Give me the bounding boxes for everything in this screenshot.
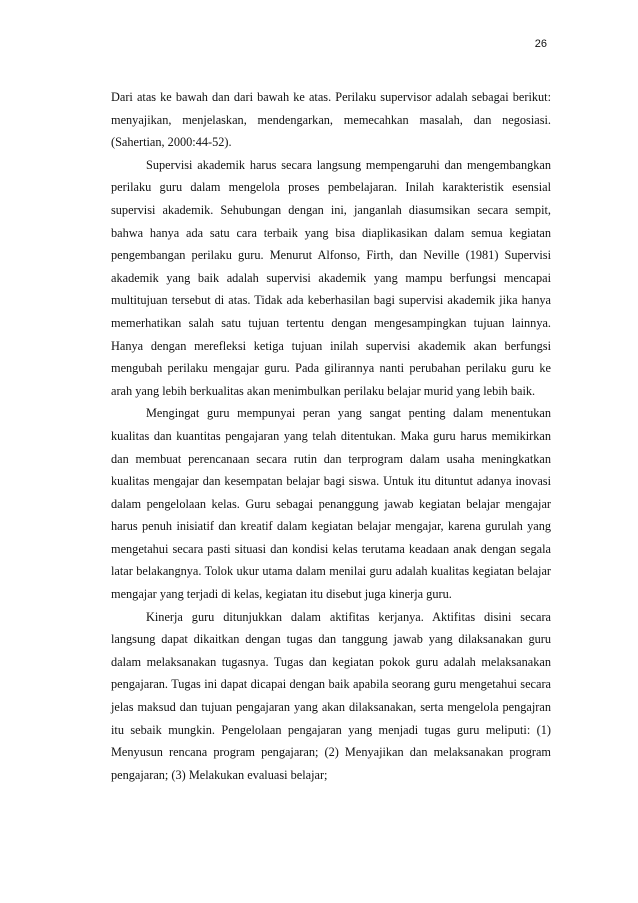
document-body <box>111 86 551 786</box>
paragraph-3: Mengingat guru mempunyai peran yang sangat penting dalam menentukan kualitas dan kuantitas pengajaran yang telah ditentukan. Maka guru harus memikirkan dan membuat perencanaan secara rutin dan terprogram dalam usaha meningkatkan kualitas mengajar dan kesempatan belajar bagi siswa. Untuk itu dituntut adanya inovasi dalam pengelolaan kelas. Guru sebagai penanggung jawab kegiatan belajar mengajar harus penuh inisiatif dan kreatif dalam kegiatan belajar mengajar, karena gurulah yang mengetahui secara pasti situasi dan kondisi kelas terutama keadaan anak dengan segala latar belakangnya. Tolok ukur utama dalam menilai guru adalah kualitas kegiatan belajar mengajar yang terjadi di kelas, kegiatan itu disebut juga kinerja guru. <box>111 406 551 602</box>
paragraph-2: Supervisi akademik harus secara langsung mempengaruhi dan mengembangkan perilaku guru dalam mengelola proses pembelajaran. Inilah karakteristik esensial supervisi akademik. Sehubungan dengan ini, janganlah diasumsikan secara sempit, bahwa hanya ada satu cara terbaik yang bisa diaplikasikan dalam semua kegiatan pengembangan perilaku guru. Menurut Alfonso, Firth, dan Neville (1981) Supervisi akademik yang baik adalah supervisi akademik yang mampu berfungsi mencapai multitujuan tersebut di atas. Tidak ada keberhasilan bagi supervisi akademik jika hanya memerhatikan salah satu tujuan tertentu dengan mengesampingkan tujuan lainnya. Hanya dengan merefleksi ketiga tujuan inilah supervisi akademik akan berfungsi mengubah perilaku mengajar guru. Pada gilirannya nanti perubahan perilaku guru ke arah yang lebih berkualitas akan menimbulkan perilaku belajar murid yang lebih baik. <box>111 157 551 398</box>
paragraph-1: Dari atas ke bawah dan dari bawah ke atas. Perilaku supervisor adalah sebagai berikut: menyajikan, menjelaskan, mendengarkan, memecahkan masalah, dan negosiasi. (Sahertian, 2000:44-52). <box>111 90 551 150</box>
page-number: 26 <box>534 38 547 50</box>
paragraph-4: Kinerja guru ditunjukkan dalam aktifitas kerjanya. Aktifitas disini secara langsung dapat dikaitkan dengan tugas dan tanggung jawab yang dilaksanakan guru dalam melaksanakan tugasnya. Tugas dan kegiatan pokok guru adalah melaksanakan pengajaran. Tugas ini dapat dicapai dengan baik apabila seorang guru mengetahui secara jelas maksud dan tujuan pengajaran yang akan dilaksanakan, serta mengelola pengajran itu sebaik mungkin. Pengelolaan pengajaran yang menjadi tugas guru meliputi: (1) Menyusun rencana program pengajaran; (2) Menyajikan dan melaksanakan program pengajaran; (3) Melakukan evaluasi belajar; <box>111 609 551 782</box>
